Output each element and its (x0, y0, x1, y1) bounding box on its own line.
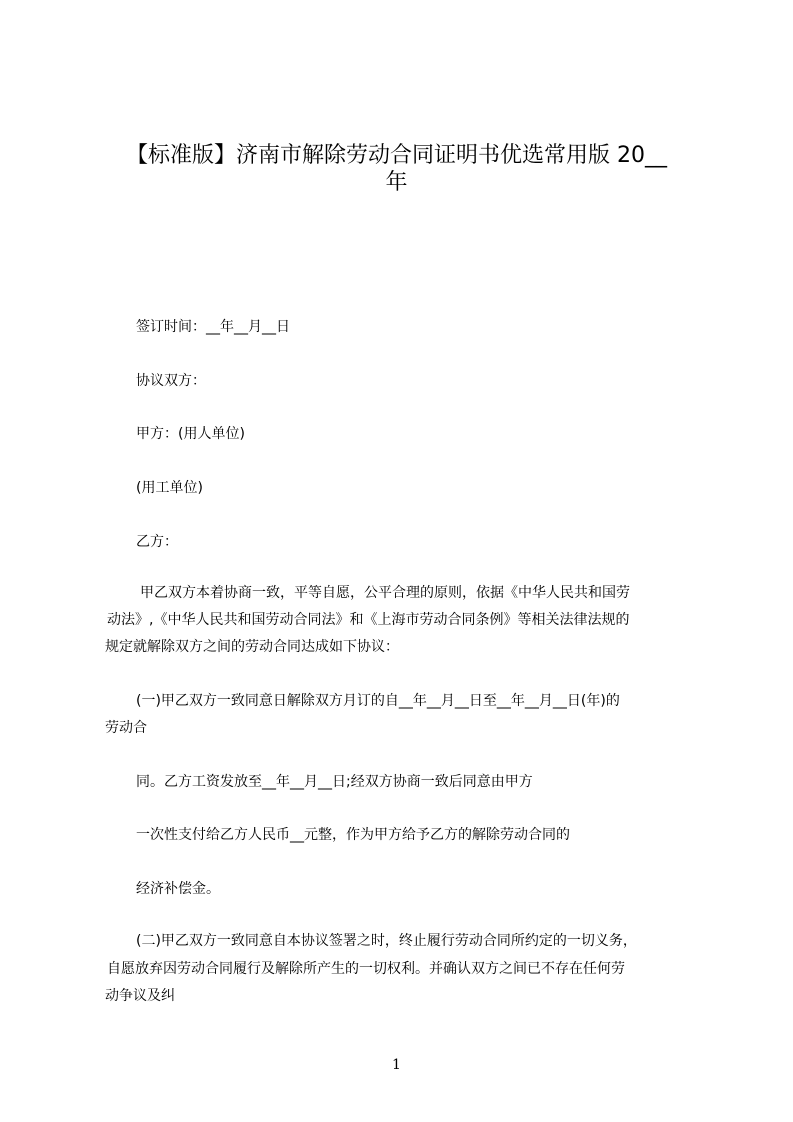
clause-2-line-3: 动争议及纠 (105, 988, 175, 1004)
clause-1-continuation-1: 同。乙方工资发放至__年__月__日;经双方协商一致后同意由甲方 (136, 774, 533, 790)
clause-2-line-2: 自愿放弃因劳动合同履行及解除所产生的一切权利。并确认双方之间已不存在任何劳 (107, 961, 625, 977)
party-a-line: 甲方：(用人单位) (136, 426, 245, 442)
clause-2-line-1: (二)甲乙双方一致同意自本协议签署之时，终止履行劳动合同所约定的一切义务， (136, 933, 637, 949)
employer-unit-line: (用工单位) (136, 480, 203, 496)
intro-paragraph-line-2: 动法》,《中华人民共和国劳动合同法》和《上海市劳动合同条例》等相关法律法规的 (107, 612, 630, 628)
document-title-line-2: 年 (385, 170, 408, 195)
clause-1-continuation-3: 经济补偿金。 (136, 881, 220, 897)
clause-1-line-2: 劳动合 (105, 720, 147, 736)
sign-time-line: 签订时间：__年__月__日 (136, 319, 290, 335)
document-title-line-1: 【标准版】济南市解除劳动合同证明书优选常用版 20__ (126, 143, 667, 168)
clause-1-line-1: (一)甲乙双方一致同意日解除双方月订的自__年__月__日至__年__月__日(年)的 (136, 693, 620, 709)
party-b-line: 乙方： (136, 534, 178, 550)
intro-paragraph-line-3: 规定就解除双方之间的劳动合同达成如下协议： (105, 639, 399, 655)
clause-1-continuation-2: 一次性支付给乙方人民币__元整，作为甲方给予乙方的解除劳动合同的 (136, 827, 570, 843)
page-number: 1 (392, 1057, 401, 1073)
intro-paragraph-line-1: 甲乙双方本着协商一致，平等自愿，公平合理的原则，依据《中华人民共和国劳 (140, 585, 630, 601)
parties-heading: 协议双方： (136, 373, 206, 389)
